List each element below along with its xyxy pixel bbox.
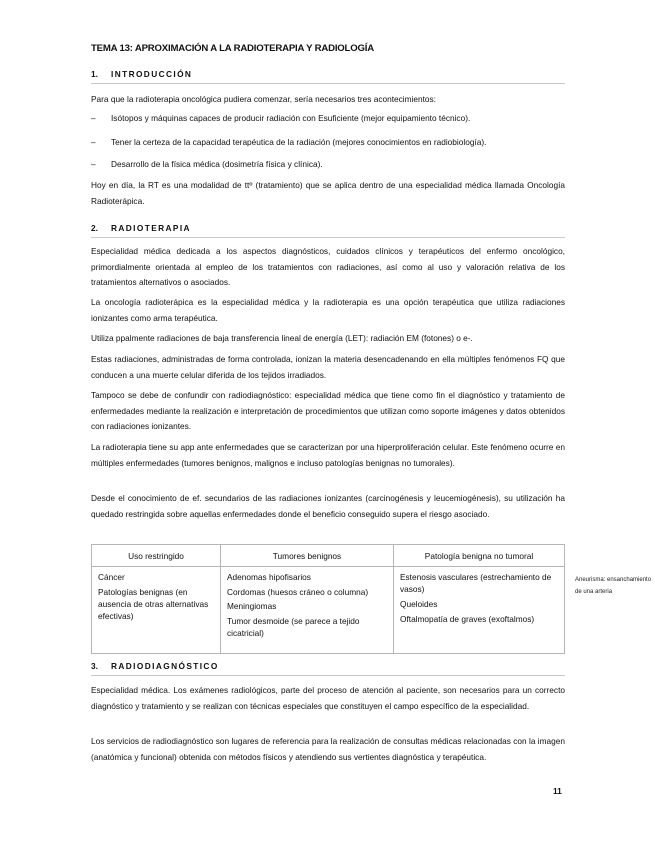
table-cell-patologia-benigna: [394, 567, 565, 654]
section-number: 1.: [91, 69, 98, 79]
bullet-text: Isótopos y máquinas capaces de producir radiación con Esuficiente (mejor equipamiento técnico).: [111, 113, 471, 123]
indications-table: [91, 544, 565, 654]
margin-note: Aneurisma: ensanchamiento de una arteria: [575, 577, 652, 595]
section-title: RADIODIAGNÓSTICO: [111, 661, 219, 671]
bullet-text: Desarrollo de la física médica (dosimetría física y clínica).: [111, 159, 323, 169]
section-title: RADIOTERAPIA: [111, 223, 191, 233]
section-number: 2.: [91, 223, 98, 233]
section-heading-introduccion: [91, 69, 565, 79]
bullet-text: Tener la certeza de la capacidad terapéutica de la radiación (mejores conocimientos en radiobiología).: [111, 137, 487, 147]
table-cell-item: Estenosis vasculares (estrechamiento de vasos): [400, 572, 552, 595]
radioterapia-paragraph: Tampoco se debe de confundir con radiodiagnóstico: especialidad médica que tiene como fin el diagnóstico y tratamiento de enfermedades mediante la realización e interpretación de procedimientos que utilizan como soporte imágenes y datos obtenidos con radiaciones ionizantes.: [91, 390, 565, 432]
section-rule: [91, 675, 565, 676]
section-rule: [91, 237, 565, 238]
table-cell-item: Tumor desmoide (se parece a tejido cicatricial): [227, 616, 360, 639]
radioterapia-paragraph: La oncología radioterápica es la especialidad médica y la radioterapia es una opción terapéutica que utiliza radiaciones ionizantes como arma terapéutica.: [91, 297, 565, 323]
table-header-cell: Uso restringido: [92, 545, 221, 567]
table-header-row: [92, 545, 565, 567]
radiodiagnostico-paragraph: Los servicios de radiodiagnóstico son lugares de referencia para la realización de consultas médicas relacionadas con la imagen (anatómica y funcional) obtenida con métodos físicos y atendiendo sus vertientes diagnóstica y terapéutica.: [91, 736, 565, 762]
table-cell-item: Oftalmopatía de graves (exoftalmos): [400, 613, 535, 624]
table-header-cell: Patología benigna no tumoral: [394, 545, 565, 567]
section-rule: [91, 83, 565, 84]
table-cell-item: Patologías benignas (en ausencia de otras alternativas efectivas): [98, 586, 209, 622]
table-cell-uso-restringido: [92, 567, 221, 654]
bullet-dash: –: [91, 113, 96, 123]
radioterapia-paragraph: Especialidad médica dedicada a los aspectos diagnósticos, cuidados clínicos y terapéuticos del enfermo oncológico, primordialmente orientada al empleo de los tratamientos con radiaciones, así como al uso y valoración relativa de los tratamientos alternativos o asociados.: [91, 246, 565, 288]
intro-closing-paragraph: Hoy en día, la RT es una modalidad de ttº (tratamiento) que se aplica dentro de una especialidad médica llamada Oncología Radioterápica.: [91, 180, 565, 206]
table-row: [92, 567, 565, 654]
radiodiagnostico-paragraph: Especialidad médica. Los exámenes radiológicos, parte del proceso de atención al paciente, son necesarios para un correcto diagnóstico y tratamiento y se realizan con técnicas especiales que constituyen el campo específico de la especialidad.: [91, 685, 565, 711]
page-number: 11: [553, 786, 562, 796]
radioterapia-paragraph: Desde el conocimiento de ef. secundarios de las radiaciones ionizantes (carcinogénesis y leucemiogénesis), su utilización ha quedado restringida sobre aquellas enfermedades donde el beneficio conseguido supera el riesgo asociado.: [91, 493, 565, 519]
section-heading-radioterapia: [91, 223, 565, 233]
table-cell-item: Cordomas (huesos cráneo o columna): [227, 586, 369, 597]
document-title: TEMA 13: APROXIMACIÓN A LA RADIOTERAPIA Y RADIOLOGÍA: [91, 43, 374, 54]
section-title: INTRODUCCIÓN: [111, 69, 193, 79]
radioterapia-paragraph: Utiliza ppalmente radiaciones de baja transferencia lineal de energía (LET): radiación EM (fotones) o e-.: [91, 333, 473, 343]
section-number: 3.: [91, 661, 98, 671]
table-cell-item: Cáncer: [98, 572, 125, 582]
table-cell-tumores-benignos: [221, 567, 394, 654]
table-cell-item: Queloides: [400, 598, 438, 609]
intro-lead-paragraph: Para que la radioterapia oncológica pudiera comenzar, sería necesarios tres acontecimientos:: [91, 94, 436, 104]
section-heading-radiodiagnostico: [91, 661, 565, 671]
table-cell-item: Meningiomas: [227, 601, 277, 612]
radioterapia-paragraph: Estas radiaciones, administradas de forma controlada, ionizan la materia desencadenando en ella múltiples fenómenos FQ que conducen a una muerte celular diferida de los tejidos irradiados.: [91, 354, 565, 380]
table-header-cell: Tumores benignos: [221, 545, 394, 567]
bullet-dash: –: [91, 137, 96, 147]
radioterapia-paragraph: La radioterapia tiene su app ante enfermedades que se caracterizan por una hiperproliferación celular. Este fenómeno ocurre en múltiples enfermedades (tumores benignos, malignos e incluso patologías benignas no tumorales).: [91, 442, 565, 468]
table-cell-item: Adenomas hipofisarios: [227, 572, 311, 582]
bullet-dash: –: [91, 159, 96, 169]
